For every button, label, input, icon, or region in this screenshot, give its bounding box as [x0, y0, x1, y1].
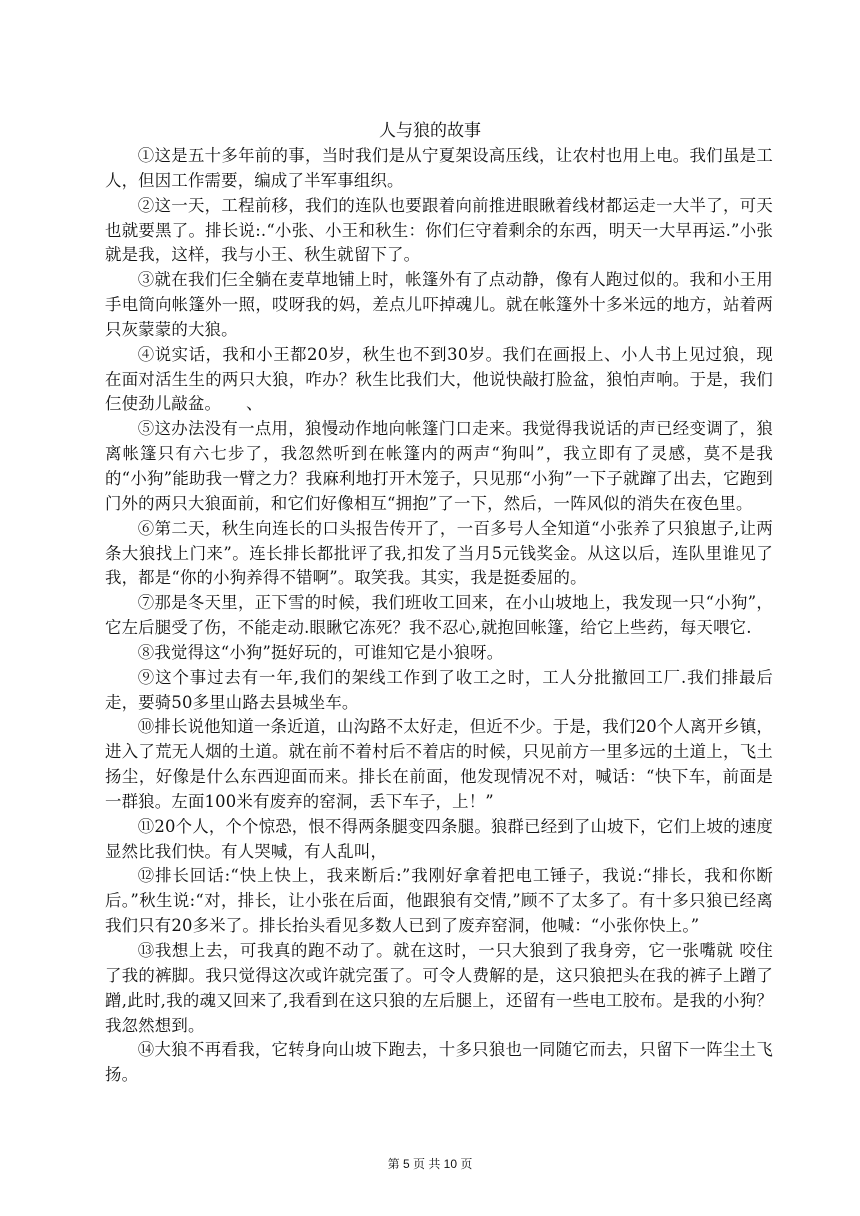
paragraph-13: ⑬我想上去，可我真的跑不动了。就在这时，一只大狼到了我身旁，它一张嘴就 咬住了我的裤脚。我只觉得这次或许就完蛋了。可令人费解的是，这只狼把头在我的裤子上蹭了蹭,此时,我的魂又回来了,我看到在这只狼的左后腿上，还留有一些电工胶布。是我的小狗？我忽然想到。 — [105, 941, 773, 1035]
page-number-footer: 第 5 页 共 10 页 — [387, 1157, 473, 1171]
paragraph-1: ①这是五十多年前的事，当时我们是从宁夏架设高压线，让农村也用上电。我们虽是工人，但因工作需要，编成了半军事组织。 — [105, 146, 773, 190]
paragraph-4: ④说实话，我和小王都20岁，秋生也不到30岁。我们在画报上、小人书上见过狼，现在面对活生生的两只大狼，咋办？秋生比我们大，他说快敲打脸盆，狼怕声响。于是，我们仨使劲儿敲盆。 、 — [105, 344, 773, 414]
paragraph-6: ⑥第二天，秋生向连长的口头报告传开了，一百多号人全知道“小张养了只狼崽子,让两条大狼找上门来”。连长排长都批评了我,扣发了当月5元钱奖金。从这以后，连队里谁见了我，都是“你的小狗养得不错啊”。取笑我。其实，我是挺委屈的。 — [105, 518, 773, 588]
paragraph-3: ③就在我们仨全躺在麦草地铺上时，帐篷外有了点动静，像有人跑过似的。我和小王用手电筒向帐篷外一照，哎呀我的妈，差点儿吓掉魂儿。就在帐篷外十多米远的地方，站着两只灰蒙蒙的大狼。 — [105, 270, 773, 339]
paragraph-12: ⑫排长回话:“快上快上，我来断后:”我刚好拿着把电工锤子，我说:“排长，我和你断后。”秋生说:“对，排长，让小张在后面，他跟狼有交情,”顾不了太多了。有十多只狼已经离我们只有20多米了。排长抬头看见多数人已到了废弃窑洞，他喊：“小张你快上。” — [105, 866, 773, 936]
paragraph-14: ⑭大狼不再看我，它转身向山坡下跑去，十多只狼也一同随它而去，只留下一阵尘土飞扬。 — [105, 1040, 773, 1085]
paragraph-10: ⑩排长说他知道一条近道，山沟路不太好走，但近不少。于是，我们20个人离开乡镇，进入了荒无人烟的土道。就在前不着村后不着店的时候，只见前方一里多远的土道上，飞土扬尘，好像是什么东西迎面而来。排长在前面，他发现情况不对，喊话：“快下车，前面是一群狼。左面100米有废弃的窑洞，丢下车子，上！” — [105, 717, 773, 811]
paragraph-8: ⑧我觉得这“小狗”挺好玩的，可谁知它是小狼呀。 — [137, 642, 504, 662]
page-title: 人与狼的故事 — [379, 121, 481, 141]
paragraph-7: ⑦那是冬天里，正下雪的时候，我们班收工回来，在小山坡地上，我发现一只“小狗”，它左后腿受了伤，不能走动.眼瞅它冻死？我不忍心,就抱回帐篷，给它上些药，每天喂它. — [105, 593, 773, 638]
paragraph-2: ②这一天，工程前移，我们的连队也要跟着向前推进眼瞅着线材都运走一大半了，可天也就要黑了。排长说:.“小张、小王和秋生：你们仨守着剩余的东西，明天一大早再运.”小张就是我，这样，我与小王、秋生就留下了。 — [105, 195, 773, 265]
paragraph-11: ⑪20个人，个个惊恐，恨不得两条腿变四条腿。狼群已经到了山坡下，它们上坡的速度显然比我们快。有人哭喊，有人乱叫， — [105, 816, 773, 861]
paragraph-9: ⑨这个事过去有一年,我们的架线工作到了收工之时，工人分批撤回工厂.我们排最后走，要骑50多里山路去县城坐车。 — [105, 667, 773, 712]
paragraph-5: ⑤这办法没有一点用，狼慢动作地向帐篷门口走来。我觉得我说话的声已经变调了，狼离帐篷只有六七步了，我忽然听到在帐篷内的两声“狗叫”，我立即有了灵感，莫不是我的“小狗”能助我一臂之力？我麻利地打开木笼子，只见那“小狗”一下子就蹿了出去，它跑到门外的两只大狼面前，和它们好像相互“拥抱”了一下，然后，一阵风似的消失在夜色里。 — [105, 419, 773, 513]
article-body — [105, 144, 773, 1088]
